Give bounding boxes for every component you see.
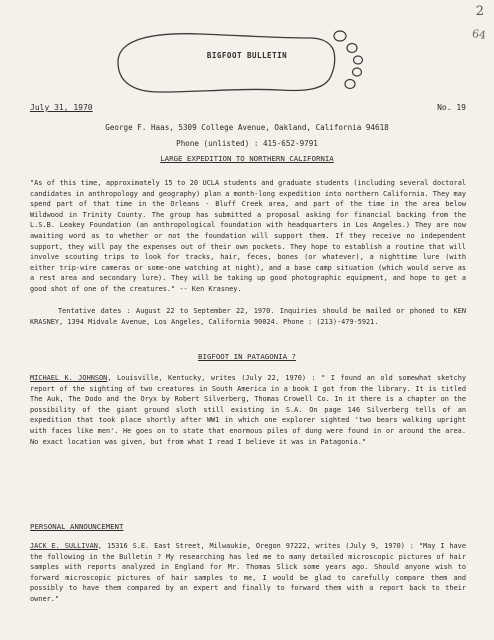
handwritten-page-number: 64 [471, 27, 487, 42]
handwritten-page-mark: 2 [475, 4, 484, 19]
patagonia-paragraph [30, 373, 466, 447]
footprint-outline-icon [110, 22, 380, 102]
author-johnson: MICHAEL K. JOHNSON [30, 374, 108, 382]
headline-large-expedition: LARGE EXPEDITION TO NORTHERN CALIFORNIA [160, 154, 334, 163]
expedition-dates-text: Tentative dates : August 22 to September 22, 1970. Inquiries should be mailed or phoned to KEN KRASNEY, 1394 Midvale Avenue, Los Angeles, California 90024. Phone : (213)-479-5921. [30, 307, 466, 326]
announcement-text: , 15316 S.E. East Street, Milwaukie, Oregon 97222, writes (July 9, 1970) : "May I have the following in the Bulletin ? My researching has led me to many detailed microscopic pictures of hair samples with reports analyzed in England for Mr. Thomas Slick some years ago. Should anyone wish to forward microscopic pictures of hair samples to me, I would be glad to carefully compare them and possibly to have them compared by an expert and finally to forward them with a report back to their owner." [30, 542, 466, 603]
expedition-paragraph: "As of this time, approximately 15 to 20 UCLA students and graduate students (including several doctoral candidates in anthropology and geography) plan a month-long expedition into northern California. They may spend part of that time in the Orleans - Bluff Creek area, and part of the time in the area below Wildwood in Trinity County. The group has submitted a proposal asking for financial backing from the L.S.B. Leakey Foundation (an anthropological foundation with headquarters in Los Angeles.) They are now awaiting word as to whether or not the foundation will support them. If they receive no independent support, they will pay the expenses out of their own pockets. They hope to establish a routine that will involve scouting trips to look for tracks, hair, feces, bones (or whatever), a nighttime lure (with either trip-wire cameras or some-one watching at night), and a base camp situation (which would serve as a rest area and secondary lure). They will be taking up good photographic equipment, and hope to get a good shot of one of the creatures." -- Ken Krasney. [30, 179, 466, 293]
announcement-paragraph [30, 541, 466, 605]
headline-personal-announcement: PERSONAL ANNOUNCEMENT [30, 522, 124, 531]
author-sullivan: JACK E. SULLIVAN [30, 542, 98, 550]
patagonia-text: , Louisville, Kentucky, writes (July 22, 1970) : " I found an old somewhat sketchy report of the sighting of two creatures in South America in a book I got from the library. It is titled The Auk, The Dodo and the Oryx by Robert Silverberg, Thomas Crowell Co. In it there is a chapter on the possibility of the giant ground sloth still existing in S.A. On page 146 Silverberg tells of an expedition that took place shortly after WW1 in which one explorer sighted 'two bears walking upright with faces like men'. He goes on to state that enormous piles of dung were found in or around the area. No exact location was given, but from what I read I believe it was in Patagonia." [30, 374, 466, 446]
editor-phone: Phone (unlisted) : 415-652-9791 [176, 139, 318, 148]
issue-date: July 31, 1970 [30, 103, 93, 112]
issue-number: No. 19 [437, 103, 466, 112]
editor-address: George F. Haas, 5309 College Avenue, Oakland, California 94618 [105, 123, 389, 132]
expedition-dates-paragraph [30, 306, 466, 327]
headline-patagonia: BIGFOOT IN PATAGONIA ? [198, 352, 296, 361]
bulletin-title: BIGFOOT BULLETIN [206, 51, 288, 60]
